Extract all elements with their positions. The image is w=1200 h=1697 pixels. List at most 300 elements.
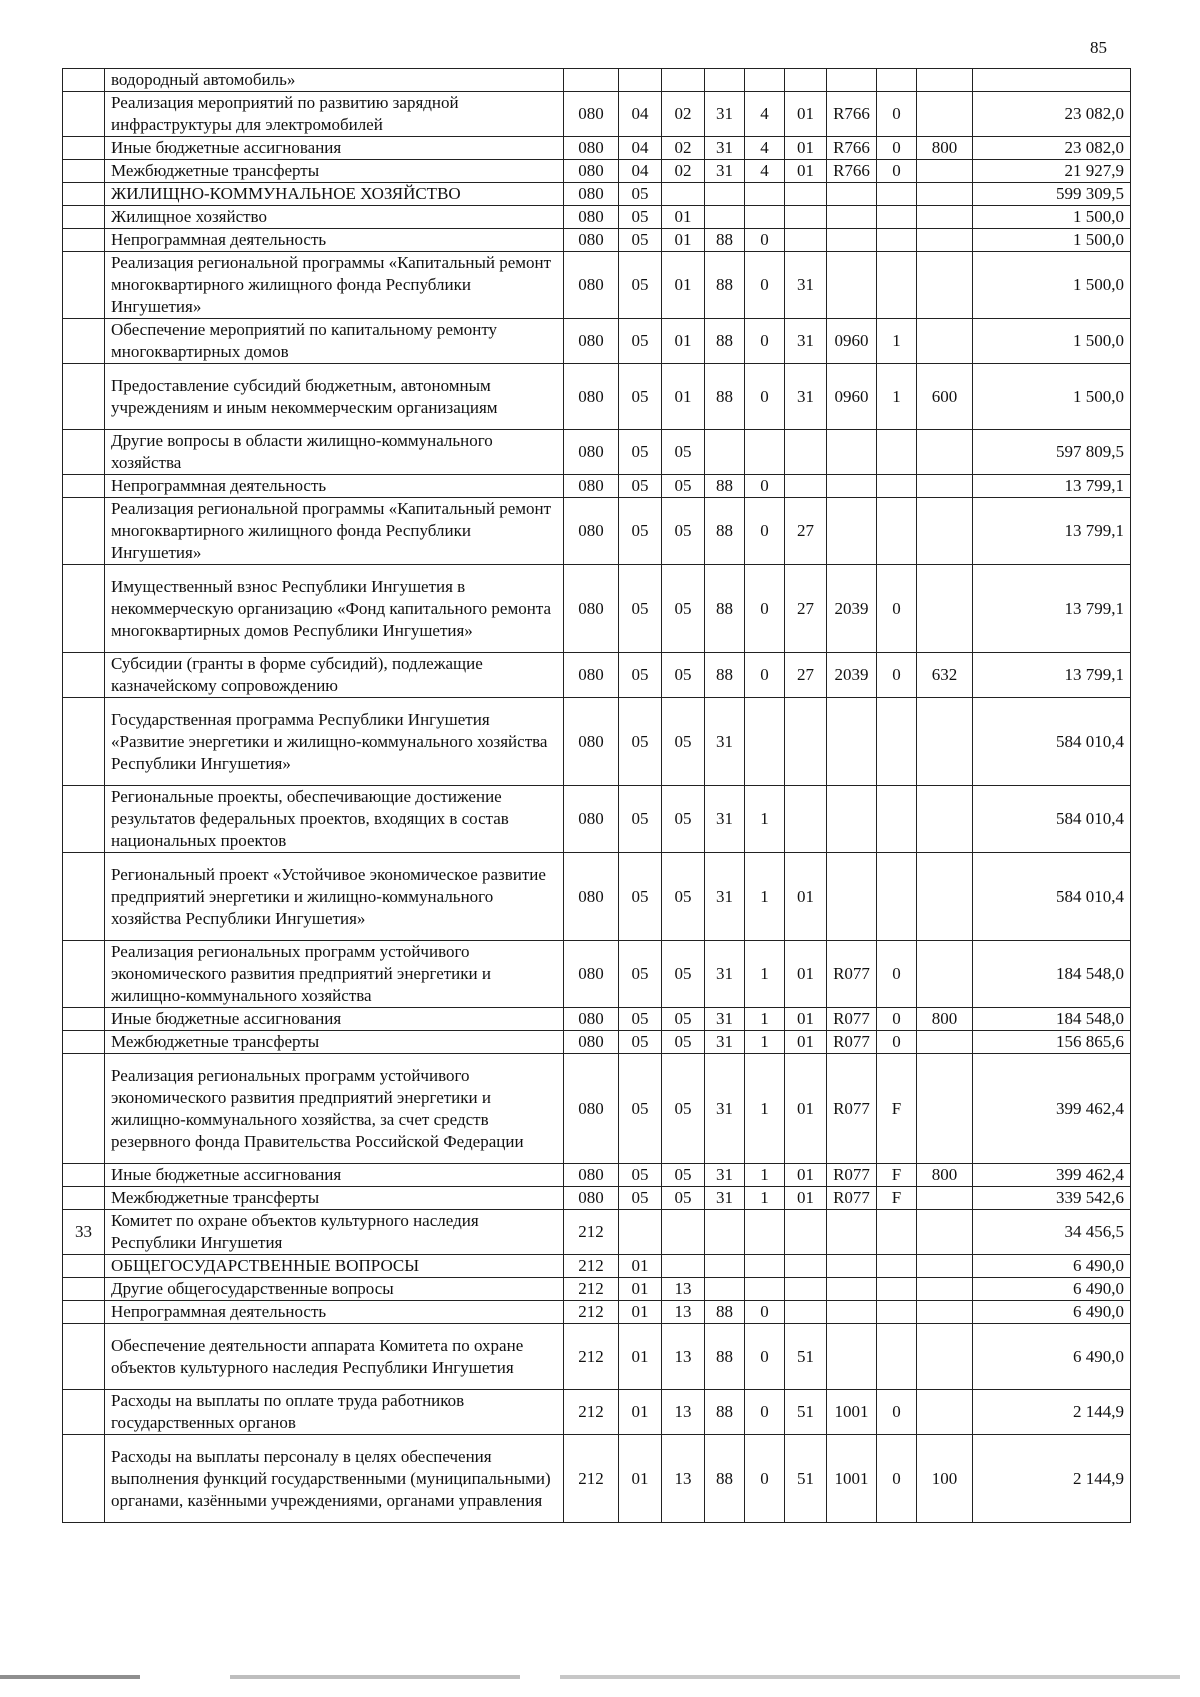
row-name-cell: ОБЩЕГОСУДАРСТВЕННЫЕ ВОПРОСЫ xyxy=(105,1255,564,1278)
code-cell xyxy=(917,69,973,92)
row-name-cell: Иные бюджетные ассигнования xyxy=(105,1008,564,1031)
code-cell: 1001 xyxy=(827,1435,877,1523)
table-row xyxy=(63,698,1131,786)
code-cell: 88 xyxy=(705,498,745,565)
row-number-cell xyxy=(63,1031,105,1054)
table-row xyxy=(63,1390,1131,1435)
row-name-cell: Региональные проекты, обеспечивающие достижение результатов федеральных проектов, входящих в состав национальных проектов xyxy=(105,786,564,853)
code-cell: 88 xyxy=(705,1324,745,1390)
code-cell: 1001 xyxy=(827,1390,877,1435)
code-cell xyxy=(745,69,785,92)
code-cell xyxy=(662,183,705,206)
code-cell: 05 xyxy=(619,1031,662,1054)
code-cell: R766 xyxy=(827,137,877,160)
row-number-cell xyxy=(63,69,105,92)
code-cell: 05 xyxy=(662,1031,705,1054)
code-cell xyxy=(745,698,785,786)
code-cell xyxy=(827,498,877,565)
amount-cell: 6 490,0 xyxy=(973,1278,1131,1301)
code-cell: 080 xyxy=(564,475,619,498)
code-cell: 05 xyxy=(662,430,705,475)
code-cell xyxy=(917,1255,973,1278)
amount-cell: 6 490,0 xyxy=(973,1255,1131,1278)
table-row xyxy=(63,69,1131,92)
table-row xyxy=(63,229,1131,252)
code-cell: 0 xyxy=(745,1435,785,1523)
code-cell: 080 xyxy=(564,653,619,698)
code-cell: 01 xyxy=(619,1301,662,1324)
code-cell: 01 xyxy=(662,229,705,252)
table-row xyxy=(63,475,1131,498)
table-row xyxy=(63,1301,1131,1324)
code-cell: 0 xyxy=(745,1301,785,1324)
amount-cell: 339 542,6 xyxy=(973,1187,1131,1210)
row-number-cell xyxy=(63,229,105,252)
row-name-cell: Обеспечение деятельности аппарата Комитета по охране объектов культурного наследия Республики Ингушетия xyxy=(105,1324,564,1390)
code-cell xyxy=(785,69,827,92)
code-cell: 080 xyxy=(564,137,619,160)
amount-cell: 23 082,0 xyxy=(973,92,1131,137)
row-name-cell: Субсидии (гранты в форме субсидий), подлежащие казначейскому сопровождению xyxy=(105,653,564,698)
code-cell: 31 xyxy=(705,1054,745,1164)
code-cell xyxy=(917,498,973,565)
row-number-cell xyxy=(63,364,105,430)
code-cell xyxy=(785,1255,827,1278)
table-row xyxy=(63,1031,1131,1054)
code-cell xyxy=(785,206,827,229)
code-cell: F xyxy=(877,1054,917,1164)
code-cell xyxy=(705,1255,745,1278)
code-cell: 05 xyxy=(619,786,662,853)
row-number-cell xyxy=(63,853,105,941)
table-row xyxy=(63,1255,1131,1278)
code-cell: 31 xyxy=(705,853,745,941)
code-cell xyxy=(785,183,827,206)
table-row xyxy=(63,498,1131,565)
row-name-cell: Непрограммная деятельность xyxy=(105,1301,564,1324)
row-number-cell xyxy=(63,1278,105,1301)
code-cell: 31 xyxy=(785,364,827,430)
code-cell: 01 xyxy=(785,1164,827,1187)
amount-cell: 1 500,0 xyxy=(973,229,1131,252)
code-cell: 0 xyxy=(877,1008,917,1031)
code-cell xyxy=(827,69,877,92)
code-cell: 080 xyxy=(564,1054,619,1164)
code-cell: 0 xyxy=(745,229,785,252)
code-cell: 13 xyxy=(662,1390,705,1435)
code-cell: 632 xyxy=(917,653,973,698)
page-number: 85 xyxy=(1090,38,1107,57)
code-cell: 212 xyxy=(564,1390,619,1435)
code-cell xyxy=(877,698,917,786)
code-cell: 0 xyxy=(877,653,917,698)
table-row xyxy=(63,1187,1131,1210)
code-cell: 05 xyxy=(619,565,662,653)
code-cell: 88 xyxy=(705,364,745,430)
code-cell: 05 xyxy=(662,1008,705,1031)
code-cell xyxy=(745,1210,785,1255)
row-name-cell: Межбюджетные трансферты xyxy=(105,160,564,183)
table-row xyxy=(63,1054,1131,1164)
code-cell: 0960 xyxy=(827,319,877,364)
code-cell: 31 xyxy=(705,1164,745,1187)
code-cell: R077 xyxy=(827,1187,877,1210)
code-cell xyxy=(917,1187,973,1210)
code-cell: 05 xyxy=(662,653,705,698)
code-cell: 080 xyxy=(564,786,619,853)
code-cell xyxy=(785,1301,827,1324)
row-name-cell: Жилищное хозяйство xyxy=(105,206,564,229)
code-cell: 05 xyxy=(619,252,662,319)
row-number-cell xyxy=(63,653,105,698)
row-number-cell xyxy=(63,1301,105,1324)
code-cell xyxy=(877,1301,917,1324)
code-cell: 27 xyxy=(785,565,827,653)
row-number-cell xyxy=(63,1390,105,1435)
code-cell: 04 xyxy=(619,92,662,137)
code-cell: 0 xyxy=(745,252,785,319)
code-cell: 31 xyxy=(705,160,745,183)
code-cell xyxy=(827,1210,877,1255)
code-cell xyxy=(785,229,827,252)
code-cell: 212 xyxy=(564,1301,619,1324)
row-number-cell xyxy=(63,786,105,853)
table-row xyxy=(63,364,1131,430)
row-name-cell: Другие общегосударственные вопросы xyxy=(105,1278,564,1301)
code-cell: 0 xyxy=(745,475,785,498)
code-cell: 01 xyxy=(785,1054,827,1164)
amount-cell: 2 144,9 xyxy=(973,1435,1131,1523)
code-cell: 0 xyxy=(745,653,785,698)
code-cell: 13 xyxy=(662,1324,705,1390)
code-cell: 800 xyxy=(917,1008,973,1031)
code-cell xyxy=(827,1324,877,1390)
code-cell xyxy=(917,1324,973,1390)
row-number-cell: 33 xyxy=(63,1210,105,1255)
row-number-cell xyxy=(63,1324,105,1390)
code-cell xyxy=(917,229,973,252)
code-cell: 31 xyxy=(705,1031,745,1054)
code-cell: F xyxy=(877,1187,917,1210)
code-cell xyxy=(827,229,877,252)
row-name-cell: Предоставление субсидий бюджетным, автономным учреждениям и иным некоммерческим организациям xyxy=(105,364,564,430)
code-cell: 01 xyxy=(785,1031,827,1054)
row-name-cell: Расходы на выплаты по оплате труда работников государственных органов xyxy=(105,1390,564,1435)
table-row xyxy=(63,1008,1131,1031)
amount-cell: 23 082,0 xyxy=(973,137,1131,160)
code-cell: 31 xyxy=(705,92,745,137)
code-cell: R077 xyxy=(827,941,877,1008)
code-cell: 05 xyxy=(619,1187,662,1210)
code-cell: 13 xyxy=(662,1301,705,1324)
row-name-cell: Межбюджетные трансферты xyxy=(105,1031,564,1054)
code-cell: 05 xyxy=(619,1008,662,1031)
amount-cell: 584 010,4 xyxy=(973,786,1131,853)
code-cell: 01 xyxy=(785,1008,827,1031)
code-cell: 31 xyxy=(785,252,827,319)
row-name-cell: Реализация мероприятий по развитию зарядной инфраструктуры для электромобилей xyxy=(105,92,564,137)
amount-cell: 34 456,5 xyxy=(973,1210,1131,1255)
code-cell: 0 xyxy=(877,160,917,183)
row-number-cell xyxy=(63,1054,105,1164)
amount-cell: 399 462,4 xyxy=(973,1054,1131,1164)
code-cell: 04 xyxy=(619,160,662,183)
row-name-cell: водородный автомобиль» xyxy=(105,69,564,92)
code-cell: 1 xyxy=(745,1164,785,1187)
row-number-cell xyxy=(63,1187,105,1210)
code-cell xyxy=(877,786,917,853)
code-cell xyxy=(745,183,785,206)
code-cell: 080 xyxy=(564,853,619,941)
row-name-cell: Государственная программа Республики Ингушетия «Развитие энергетики и жилищно-коммунального хозяйства Республики Ингушетия» xyxy=(105,698,564,786)
code-cell xyxy=(877,252,917,319)
code-cell: 4 xyxy=(745,92,785,137)
code-cell xyxy=(917,1278,973,1301)
code-cell xyxy=(917,183,973,206)
code-cell xyxy=(917,698,973,786)
code-cell xyxy=(705,69,745,92)
code-cell xyxy=(877,229,917,252)
table-row xyxy=(63,206,1131,229)
row-number-cell xyxy=(63,319,105,364)
code-cell: 01 xyxy=(619,1435,662,1523)
row-number-cell xyxy=(63,698,105,786)
row-name-cell: Непрограммная деятельность xyxy=(105,475,564,498)
code-cell: R766 xyxy=(827,160,877,183)
code-cell xyxy=(877,1210,917,1255)
table-row xyxy=(63,1324,1131,1390)
code-cell: 88 xyxy=(705,229,745,252)
row-name-cell: Реализация региональной программы «Капитальный ремонт многоквартирного жилищного фонда Республики Ингушетия» xyxy=(105,252,564,319)
code-cell: 01 xyxy=(785,1187,827,1210)
code-cell xyxy=(877,206,917,229)
code-cell: 0 xyxy=(745,1324,785,1390)
code-cell: 0 xyxy=(745,319,785,364)
code-cell xyxy=(564,69,619,92)
code-cell: 800 xyxy=(917,1164,973,1187)
code-cell: 05 xyxy=(662,1054,705,1164)
amount-cell: 584 010,4 xyxy=(973,853,1131,941)
code-cell: 080 xyxy=(564,1031,619,1054)
code-cell xyxy=(917,941,973,1008)
amount-cell: 13 799,1 xyxy=(973,475,1131,498)
code-cell xyxy=(827,698,877,786)
row-number-cell xyxy=(63,941,105,1008)
code-cell: 01 xyxy=(619,1278,662,1301)
code-cell: 05 xyxy=(619,183,662,206)
code-cell: 04 xyxy=(619,137,662,160)
code-cell xyxy=(877,183,917,206)
code-cell: 31 xyxy=(785,319,827,364)
amount-cell: 1 500,0 xyxy=(973,319,1131,364)
code-cell: 31 xyxy=(705,1187,745,1210)
code-cell: 88 xyxy=(705,1435,745,1523)
code-cell xyxy=(827,1255,877,1278)
row-number-cell xyxy=(63,475,105,498)
row-number-cell xyxy=(63,430,105,475)
budget-table xyxy=(62,68,1131,1523)
code-cell xyxy=(917,430,973,475)
code-cell xyxy=(917,565,973,653)
code-cell xyxy=(745,430,785,475)
code-cell xyxy=(877,69,917,92)
code-cell: 080 xyxy=(564,319,619,364)
code-cell xyxy=(827,475,877,498)
amount-cell: 184 548,0 xyxy=(973,1008,1131,1031)
code-cell xyxy=(705,1278,745,1301)
code-cell: 1 xyxy=(745,1054,785,1164)
row-number-cell xyxy=(63,160,105,183)
code-cell: 05 xyxy=(662,565,705,653)
amount-cell: 399 462,4 xyxy=(973,1164,1131,1187)
code-cell: 05 xyxy=(619,698,662,786)
code-cell: 1 xyxy=(877,319,917,364)
code-cell: 31 xyxy=(705,1008,745,1031)
row-number-cell xyxy=(63,92,105,137)
code-cell xyxy=(877,498,917,565)
code-cell: 05 xyxy=(662,498,705,565)
code-cell xyxy=(662,1210,705,1255)
row-number-cell xyxy=(63,1435,105,1523)
row-name-cell: Реализация региональных программ устойчивого экономического развития предприятий энергетики и жилищно-коммунального хозяйства xyxy=(105,941,564,1008)
code-cell xyxy=(827,853,877,941)
table-row xyxy=(63,160,1131,183)
code-cell: 01 xyxy=(785,853,827,941)
code-cell: 88 xyxy=(705,565,745,653)
code-cell: 88 xyxy=(705,1390,745,1435)
code-cell: 01 xyxy=(662,252,705,319)
code-cell: 01 xyxy=(785,137,827,160)
row-name-cell: Региональный проект «Устойчивое экономическое развитие предприятий энергетики и жилищно-коммунального хозяйства Республики Ингушетия» xyxy=(105,853,564,941)
code-cell: 31 xyxy=(705,941,745,1008)
code-cell: 080 xyxy=(564,430,619,475)
code-cell: 4 xyxy=(745,137,785,160)
code-cell: 05 xyxy=(662,853,705,941)
code-cell: 080 xyxy=(564,941,619,1008)
row-number-cell xyxy=(63,1255,105,1278)
code-cell: 1 xyxy=(745,786,785,853)
code-cell: 05 xyxy=(662,1164,705,1187)
code-cell xyxy=(827,1301,877,1324)
code-cell: 080 xyxy=(564,252,619,319)
code-cell: 100 xyxy=(917,1435,973,1523)
code-cell xyxy=(827,252,877,319)
code-cell: 01 xyxy=(619,1390,662,1435)
code-cell: 600 xyxy=(917,364,973,430)
table-row xyxy=(63,1210,1131,1255)
code-cell: 01 xyxy=(662,206,705,229)
code-cell: 05 xyxy=(619,853,662,941)
code-cell: 0 xyxy=(745,364,785,430)
table-row xyxy=(63,653,1131,698)
code-cell xyxy=(917,786,973,853)
code-cell: 1 xyxy=(745,853,785,941)
code-cell: 080 xyxy=(564,1008,619,1031)
code-cell: 05 xyxy=(619,430,662,475)
code-cell xyxy=(785,1210,827,1255)
code-cell xyxy=(745,206,785,229)
table-row xyxy=(63,430,1131,475)
code-cell xyxy=(705,1210,745,1255)
code-cell: 01 xyxy=(785,92,827,137)
code-cell xyxy=(705,206,745,229)
code-cell xyxy=(877,1278,917,1301)
row-name-cell: Межбюджетные трансферты xyxy=(105,1187,564,1210)
code-cell: 05 xyxy=(619,364,662,430)
table-row xyxy=(63,1278,1131,1301)
row-name-cell: Расходы на выплаты персоналу в целях обеспечения выполнения функций государственными (муниципальными) органами, казёнными учреждениями, органами управления xyxy=(105,1435,564,1523)
row-name-cell: Непрограммная деятельность xyxy=(105,229,564,252)
code-cell: 51 xyxy=(785,1324,827,1390)
code-cell xyxy=(917,1301,973,1324)
code-cell: 080 xyxy=(564,183,619,206)
row-name-cell: Комитет по охране объектов культурного наследия Республики Ингушетия xyxy=(105,1210,564,1255)
code-cell: 080 xyxy=(564,1187,619,1210)
amount-cell: 599 309,5 xyxy=(973,183,1131,206)
table-row xyxy=(63,941,1131,1008)
code-cell xyxy=(877,1255,917,1278)
table-row xyxy=(63,565,1131,653)
amount-cell: 1 500,0 xyxy=(973,206,1131,229)
code-cell xyxy=(917,206,973,229)
code-cell xyxy=(827,206,877,229)
code-cell: 02 xyxy=(662,160,705,183)
table-row xyxy=(63,137,1131,160)
row-number-cell xyxy=(63,206,105,229)
amount-cell xyxy=(973,69,1131,92)
table-row xyxy=(63,252,1131,319)
code-cell: 0 xyxy=(745,1390,785,1435)
code-cell: 05 xyxy=(662,786,705,853)
code-cell xyxy=(917,252,973,319)
code-cell: 212 xyxy=(564,1255,619,1278)
code-cell: 01 xyxy=(662,364,705,430)
code-cell: 01 xyxy=(662,319,705,364)
code-cell xyxy=(917,160,973,183)
row-number-cell xyxy=(63,1164,105,1187)
code-cell: 080 xyxy=(564,1164,619,1187)
code-cell xyxy=(877,430,917,475)
amount-cell: 156 865,6 xyxy=(973,1031,1131,1054)
code-cell: 1 xyxy=(745,1008,785,1031)
code-cell: F xyxy=(877,1164,917,1187)
code-cell: 05 xyxy=(619,475,662,498)
code-cell: 080 xyxy=(564,565,619,653)
code-cell: 0 xyxy=(877,137,917,160)
code-cell: 800 xyxy=(917,137,973,160)
code-cell: 01 xyxy=(785,160,827,183)
code-cell: 1 xyxy=(877,364,917,430)
code-cell: 02 xyxy=(662,92,705,137)
code-cell: R077 xyxy=(827,1031,877,1054)
code-cell: 27 xyxy=(785,653,827,698)
table-row xyxy=(63,786,1131,853)
code-cell: 212 xyxy=(564,1435,619,1523)
code-cell xyxy=(785,698,827,786)
code-cell: 05 xyxy=(619,206,662,229)
code-cell: 4 xyxy=(745,160,785,183)
code-cell: 0 xyxy=(745,498,785,565)
code-cell xyxy=(917,853,973,941)
code-cell xyxy=(917,92,973,137)
row-name-cell: Иные бюджетные ассигнования xyxy=(105,1164,564,1187)
code-cell: 212 xyxy=(564,1210,619,1255)
code-cell: 0 xyxy=(877,565,917,653)
amount-cell: 1 500,0 xyxy=(973,252,1131,319)
code-cell xyxy=(705,430,745,475)
row-number-cell xyxy=(63,498,105,565)
code-cell: 080 xyxy=(564,364,619,430)
